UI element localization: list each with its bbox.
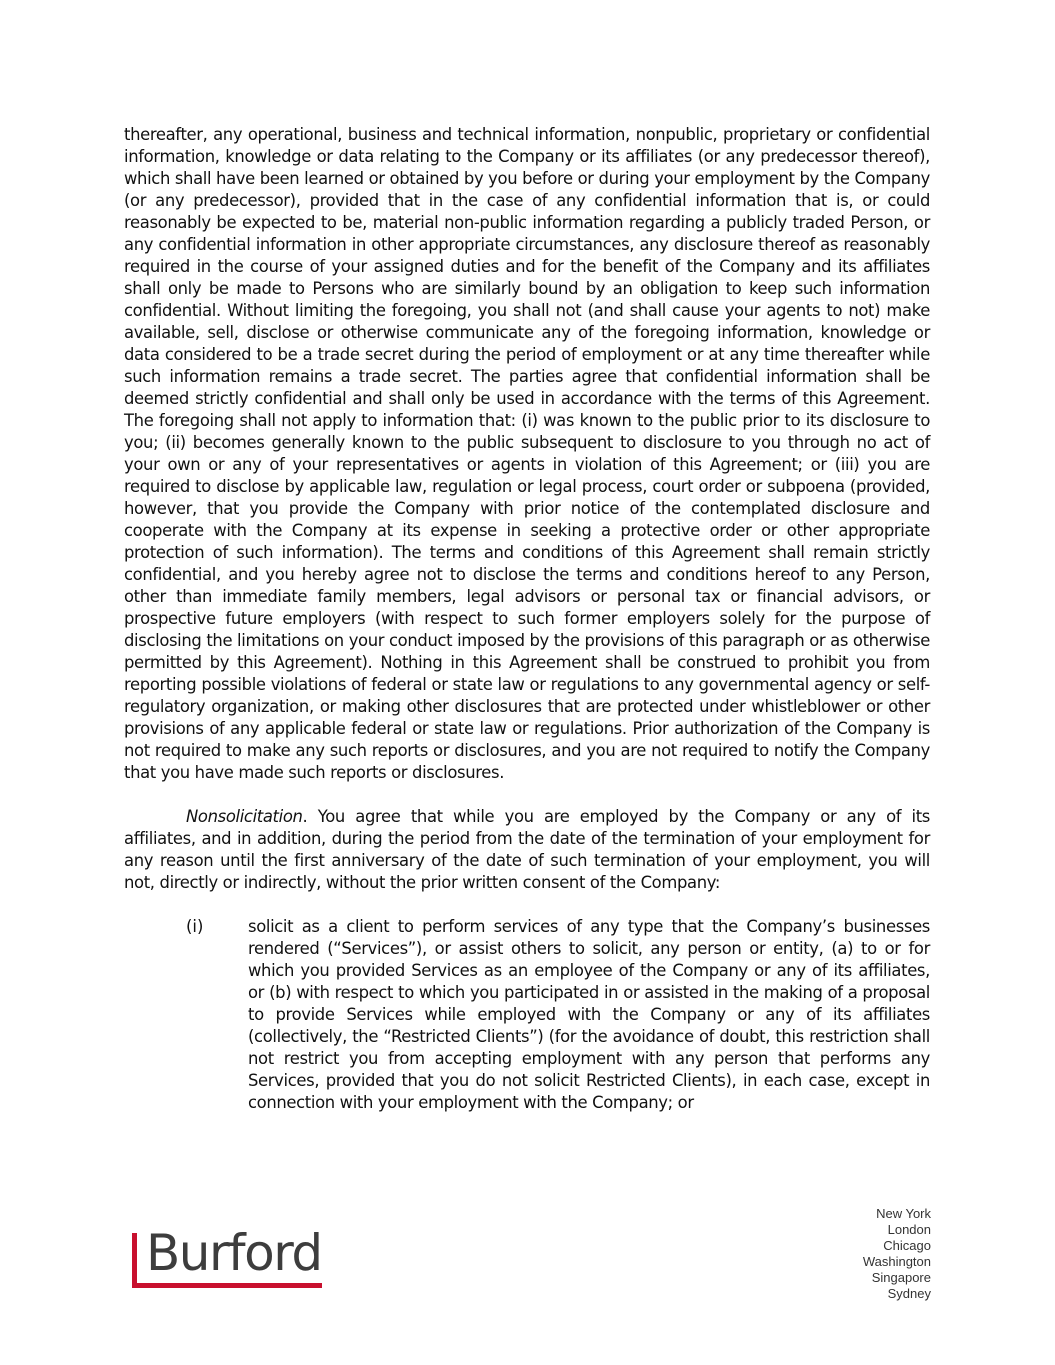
- office-locations: [863, 1206, 931, 1302]
- office-location: New York: [876, 1206, 931, 1221]
- nonsolicitation-paragraph: [124, 806, 930, 894]
- office-location: London: [887, 1222, 931, 1237]
- list-item: [124, 916, 930, 1114]
- confidentiality-paragraph: thereafter, any operational, business and technical information, nonpublic, proprietary or confidential information, knowledge or data relating to the Company or its affiliates (or any predecessor thereof), which shall have been learned or obtained by you before or during your employment by the Company (or any predecessor), provided that in the case of any confidential information that is, or could reasonably be expected to be, material non-public information regarding a publicly traded Person, or any confidential information in other appropriate circumstances, any disclosure thereof as reasonably required in the course of your assigned duties and for the benefit of the Company and its affiliates shall only be made to Persons who are similarly bound by an obligation to keep such information confidential. Without limiting the foregoing, you shall not (and shall cause your agents to not) make available, sell, disclose or otherwise communicate any of the foregoing information, knowledge or data considered to be a trade secret during the period of employment or at any time thereafter while such information remains a trade secret. The parties agree that confidential information shall be deemed strictly confidential and shall only be used in accordance with the terms of this Agreement. The foregoing shall not apply to information that: (i) was known to the public prior to its disclosure to you; (ii) becomes generally known to the public subsequent to disclosure to you through no act of your own or any of your representatives or agents in violation of this Agreement; or (iii) you are required to disclose by applicable law, regulation or legal process, court order or subpoena (provided, however, that you provide the Company with prior notice of the contemplated disclosure and cooperate with the Company at its expense in seeking a protective order or other appropriate protection of such information). The terms and conditions of this Agreement shall remain strictly confidential, and you hereby agree not to disclose the terms and conditions hereof to any Person, other than immediate family members, legal advisors or personal tax or financial advisors, or prospective future employers (with respect to such former employers solely for the purpose of disclosing the limitations on your conduct imposed by the provisions of this paragraph or as otherwise permitted by this Agreement). Nothing in this Agreement shall be construed to prohibit you from reporting possible violations of federal or state law or regulations to any governmental agency or self-regulatory organization, or making other disclosures that are protected under whistleblower or other provisions of any applicable federal or state law or regulations. Prior authorization of the Company is not required to make any such reports or disclosures, and you are not required to notify the Company that you have made such reports or disclosures.: [124, 125, 930, 782]
- office-location: Washington: [862, 1254, 931, 1269]
- burford-logo: [132, 1226, 322, 1288]
- list-item-marker: (i): [186, 917, 204, 936]
- logo-wordmark: Burford: [146, 1224, 322, 1282]
- list-item-text: solicit as a client to perform services of any type that the Company’s businesses rendered (“Services”), or assist others to solicit, any person or entity, (a) to or for which you provided Services as an employee of the Company or any of its affiliates, or (b) with respect to which you participated in or assisted in the making of a proposal to provide Services while employed with the Company or any of its affiliates (collectively, the “Restricted Clients”) (for the avoidance of doubt, this restriction shall not restrict you from accepting employment with any person that performs any Services, provided that you do not solicit Restricted Clients), in each case, except in connection with your employment with the Company; or: [248, 917, 930, 1112]
- nonsolicitation-heading: Nonsolicitation: [186, 807, 303, 826]
- office-location: Sydney: [887, 1286, 931, 1301]
- document-body: [124, 124, 930, 1114]
- office-location: Chicago: [883, 1238, 931, 1253]
- office-location: Singapore: [871, 1270, 931, 1285]
- logo-bracket-mark: [132, 1230, 140, 1288]
- nonsolicitation-text: . You agree that while you are employed by the Company or any of its affiliates, and in addition, during the period from the date of the termination of your employment for any reason until the first anniversary of the date of such termination of your employment, you will not, directly or indirectly, without the prior written consent of the Company:: [124, 807, 930, 892]
